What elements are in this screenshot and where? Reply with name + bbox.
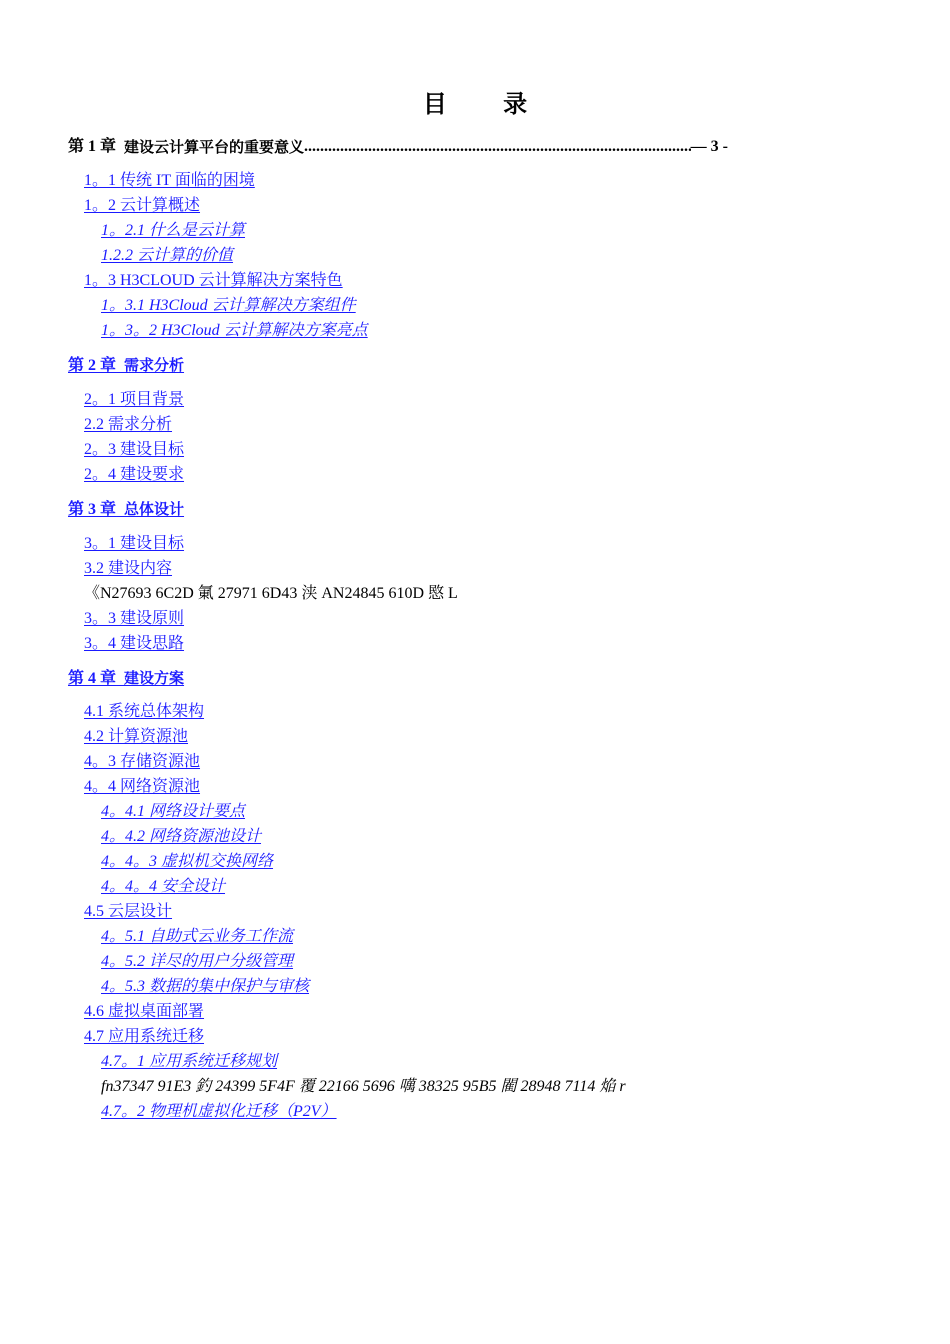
toc-title: 目 录: [422, 90, 552, 118]
chapter-title: 总体设计: [124, 500, 185, 518]
garbled-text-line: fn37347 91E3 釣 24399 5F4F 覆 22166 5696 噧 38325 95B5 閵 28948 7114 焔 r: [101, 1078, 626, 1095]
garbled-text-line: 《N27693 6C2D 氭 27971 6D43 浃 AN24845 610D 愍 L: [84, 585, 458, 602]
chapter-title: 需求分析: [124, 356, 185, 374]
toc-entry-1-2-2[interactable]: 1.2.2 云计算的价值: [101, 247, 234, 264]
toc-chapter-1[interactable]: [68, 137, 728, 157]
toc-entry-3-3[interactable]: 3。3 建设原则: [84, 610, 185, 627]
toc-entry-4-7-2[interactable]: 4.7。2 物理机虚拟化迁移（P2V）: [101, 1103, 337, 1120]
toc-chapter-4[interactable]: [68, 668, 184, 689]
chapter-number: 第 4 章: [68, 670, 117, 687]
toc-entry-4-3[interactable]: 4。3 存储资源池: [84, 753, 201, 770]
chapter-number: 第 1 章: [68, 138, 117, 155]
chapter-title: 建设云计算平台的重要意义: [124, 138, 305, 156]
dot-leader: [304, 137, 691, 157]
toc-entry-2-2[interactable]: 2.2 需求分析: [84, 416, 173, 433]
toc-chapter-2[interactable]: [68, 355, 184, 376]
toc-entry-4-4-3[interactable]: 4。4。3 虚拟机交换网络: [101, 853, 274, 870]
toc-entry-1-3-2[interactable]: 1。3。2 H3Cloud 云计算解决方案亮点: [101, 322, 368, 339]
toc-entry-4-4-1[interactable]: 4。4.1 网络设计要点: [101, 803, 246, 820]
toc-entry-3-4[interactable]: 3。4 建设思路: [84, 635, 185, 652]
toc-entry-4-7-1[interactable]: 4.7。1 应用系统迁移规划: [101, 1053, 278, 1070]
toc-entry-1-1[interactable]: 1。1 传统 IT 面临的困境: [84, 172, 255, 189]
toc-entry-2-1[interactable]: 2。1 项目背景: [84, 391, 185, 408]
toc-entry-4-4[interactable]: 4。4 网络资源池: [84, 778, 201, 795]
chapter-title: 建设方案: [124, 669, 185, 687]
toc-entry-1-2-1[interactable]: 1。2.1 什么是云计算: [101, 222, 246, 239]
page-number: — 3 -: [690, 138, 728, 155]
toc-entry-1-3-1[interactable]: 1。3.1 H3Cloud 云计算解决方案组件: [101, 297, 356, 314]
toc-entry-4-5-2[interactable]: 4。5.2 详尽的用户分级管理: [101, 953, 294, 970]
toc-entry-4-6[interactable]: 4.6 虚拟桌面部署: [84, 1003, 205, 1020]
chapter-number: 第 2 章: [68, 357, 117, 374]
toc-entry-4-5[interactable]: 4.5 云层设计: [84, 903, 173, 920]
toc-entry-3-2[interactable]: 3.2 建设内容: [84, 560, 173, 577]
toc-entry-2-4[interactable]: 2。4 建设要求: [84, 466, 185, 483]
toc-entry-1-2[interactable]: 1。2 云计算概述: [84, 197, 201, 214]
toc-chapter-3[interactable]: [68, 499, 184, 520]
toc-entry-4-2[interactable]: 4.2 计算资源池: [84, 728, 189, 745]
toc-entry-4-5-1[interactable]: 4。5.1 自助式云业务工作流: [101, 928, 294, 945]
toc-entry-4-4-4[interactable]: 4。4。4 安全设计: [101, 878, 226, 895]
toc-entry-1-3[interactable]: 1。3 H3CLOUD 云计算解决方案特色: [84, 272, 343, 289]
toc-entry-4-7[interactable]: 4.7 应用系统迁移: [84, 1028, 205, 1045]
toc-entry-4-5-3[interactable]: 4。5.3 数据的集中保护与审核: [101, 978, 310, 995]
chapter-number: 第 3 章: [68, 501, 117, 518]
toc-entry-2-3[interactable]: 2。3 建设目标: [84, 441, 185, 458]
toc-entry-4-1[interactable]: 4.1 系统总体架构: [84, 703, 205, 720]
toc-entry-3-1[interactable]: 3。1 建设目标: [84, 535, 185, 552]
toc-entry-4-4-2[interactable]: 4。4.2 网络资源池设计: [101, 828, 262, 845]
